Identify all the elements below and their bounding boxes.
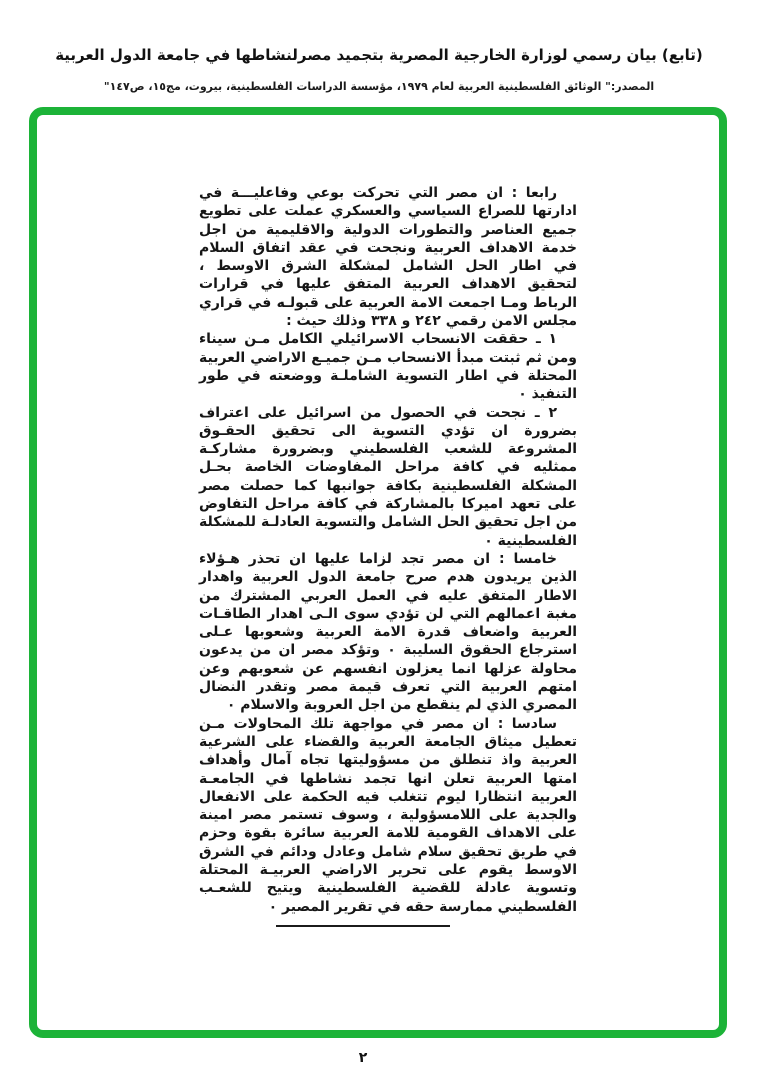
page-number: ٢ [358, 1050, 368, 1066]
document-body [199, 184, 577, 916]
document-title: (تابع) بيان رسمي لوزارة الخارجية المصرية بتجميد مصرلنشاطها في جامعة الدول العربية [55, 46, 703, 64]
paragraph: خامسا : ان مصر تجد لزاما عليها ان تحذر هـؤلاء الذين يريدون هدم صرح جامعة الدول العربية واهدار الاطار المتفق عليه في العمل العربي المشترك من مغبة اعمالهم التي لن تؤدي سوى الـى اهدار الطاقـات العربية واضعاف قدرة الامة العربية وشعوبها عـلى استرجاع الحقوق السليبة ٠ وتؤكد مصر ان من يدعون محاولة عزلها انما يعزلون انفسهم عن شعوبهم وعن امتهم العربية التي تعرف قيمة مصر وتقدر النضال المصري الذي لم ينقطع من اجل العروبة والاسلام ٠ [199, 550, 577, 714]
paragraph: ١ ـ حققت الانسحاب الاسرائيلي الكامل مـن سيناء ومن ثم ثبتت مبدأ الانسحاب مـن جميـع الاراضي العربية المحتلة في اطار التسوية الشاملـة ووضعته في طور التنفيذ ٠ [199, 331, 577, 403]
end-of-text-divider [276, 925, 450, 927]
document-source-line: المصدر:" الوثائق الفلسطينية العربية لعام ١٩٧٩، مؤسسة الدراسات الفلسطينية، بيروت، مج١٥، ص١٤٧" [103, 80, 655, 93]
paragraph: ٢ ـ نجحت في الحصول من اسرائيل على اعتراف بضرورة ان تؤدي التسوية الى تحقيق الحقـوق المشروعة للشعب الفلسطيني وبضرورة مشاركـة ممثليه في كافة مراحل المفاوضات الخاصة بحـل المشكلة الفلسطينية بكافة جوانبها كما حصلت مصر على تعهد اميركا بالمشاركة في كافة مراحل التفاوض من اجل تحقيق الحل الشامل والتسوية العادلـة للمشكلة الفلسطينية ٠ [199, 404, 577, 549]
paragraph: سادسا : ان مصر في مواجهة تلك المحاولات مـن تعطيل ميثاق الجامعة العربية والقضاء على الشرعية العربية واذ تنطلق من مسؤوليتها تجاه آمال وأهداف امتها العربية تعلن انها تجمد نشاطها في الجامعـة العربية انتظارا ليوم تتغلب فيه الحكمة على الانفعال والجدية على اللامسؤولية ، وسوف تستمر مصر امينة على الاهداف القومية للامة العربية سائرة بقوة وحزم في طريق تحقيق سلام شامل وعادل ودائم في الشرق الاوسط يقوم على تحرير الاراضي العربيـة المحتلة وتسوية عادلة للقضية الفلسطينية ويتيح للشعـب الفلسطيني ممارسة حقه في تقرير المصير ٠ [199, 715, 577, 915]
paragraph: رابعا : ان مصر التي تحركت بوعي وفاعليـــة في ادارتها للصراع السياسي والعسكري عملت على تطويع جميع العناصر والتطورات الدولية والاقليمية من اجل خدمة الاهداف العربية ونجحت في عقد اتفاق السلام في اطار الحل الشامل لمشكلة الشرق الاوسط ، لتحقيق الاهداف العربية المتفق عليها في قرارات الرباط ومـا اجمعت الامة العربية على قبولـه في قراري مجلس الامن رقمي ٢٤٢ و ٣٣٨ وذلك حيث : [199, 185, 577, 330]
